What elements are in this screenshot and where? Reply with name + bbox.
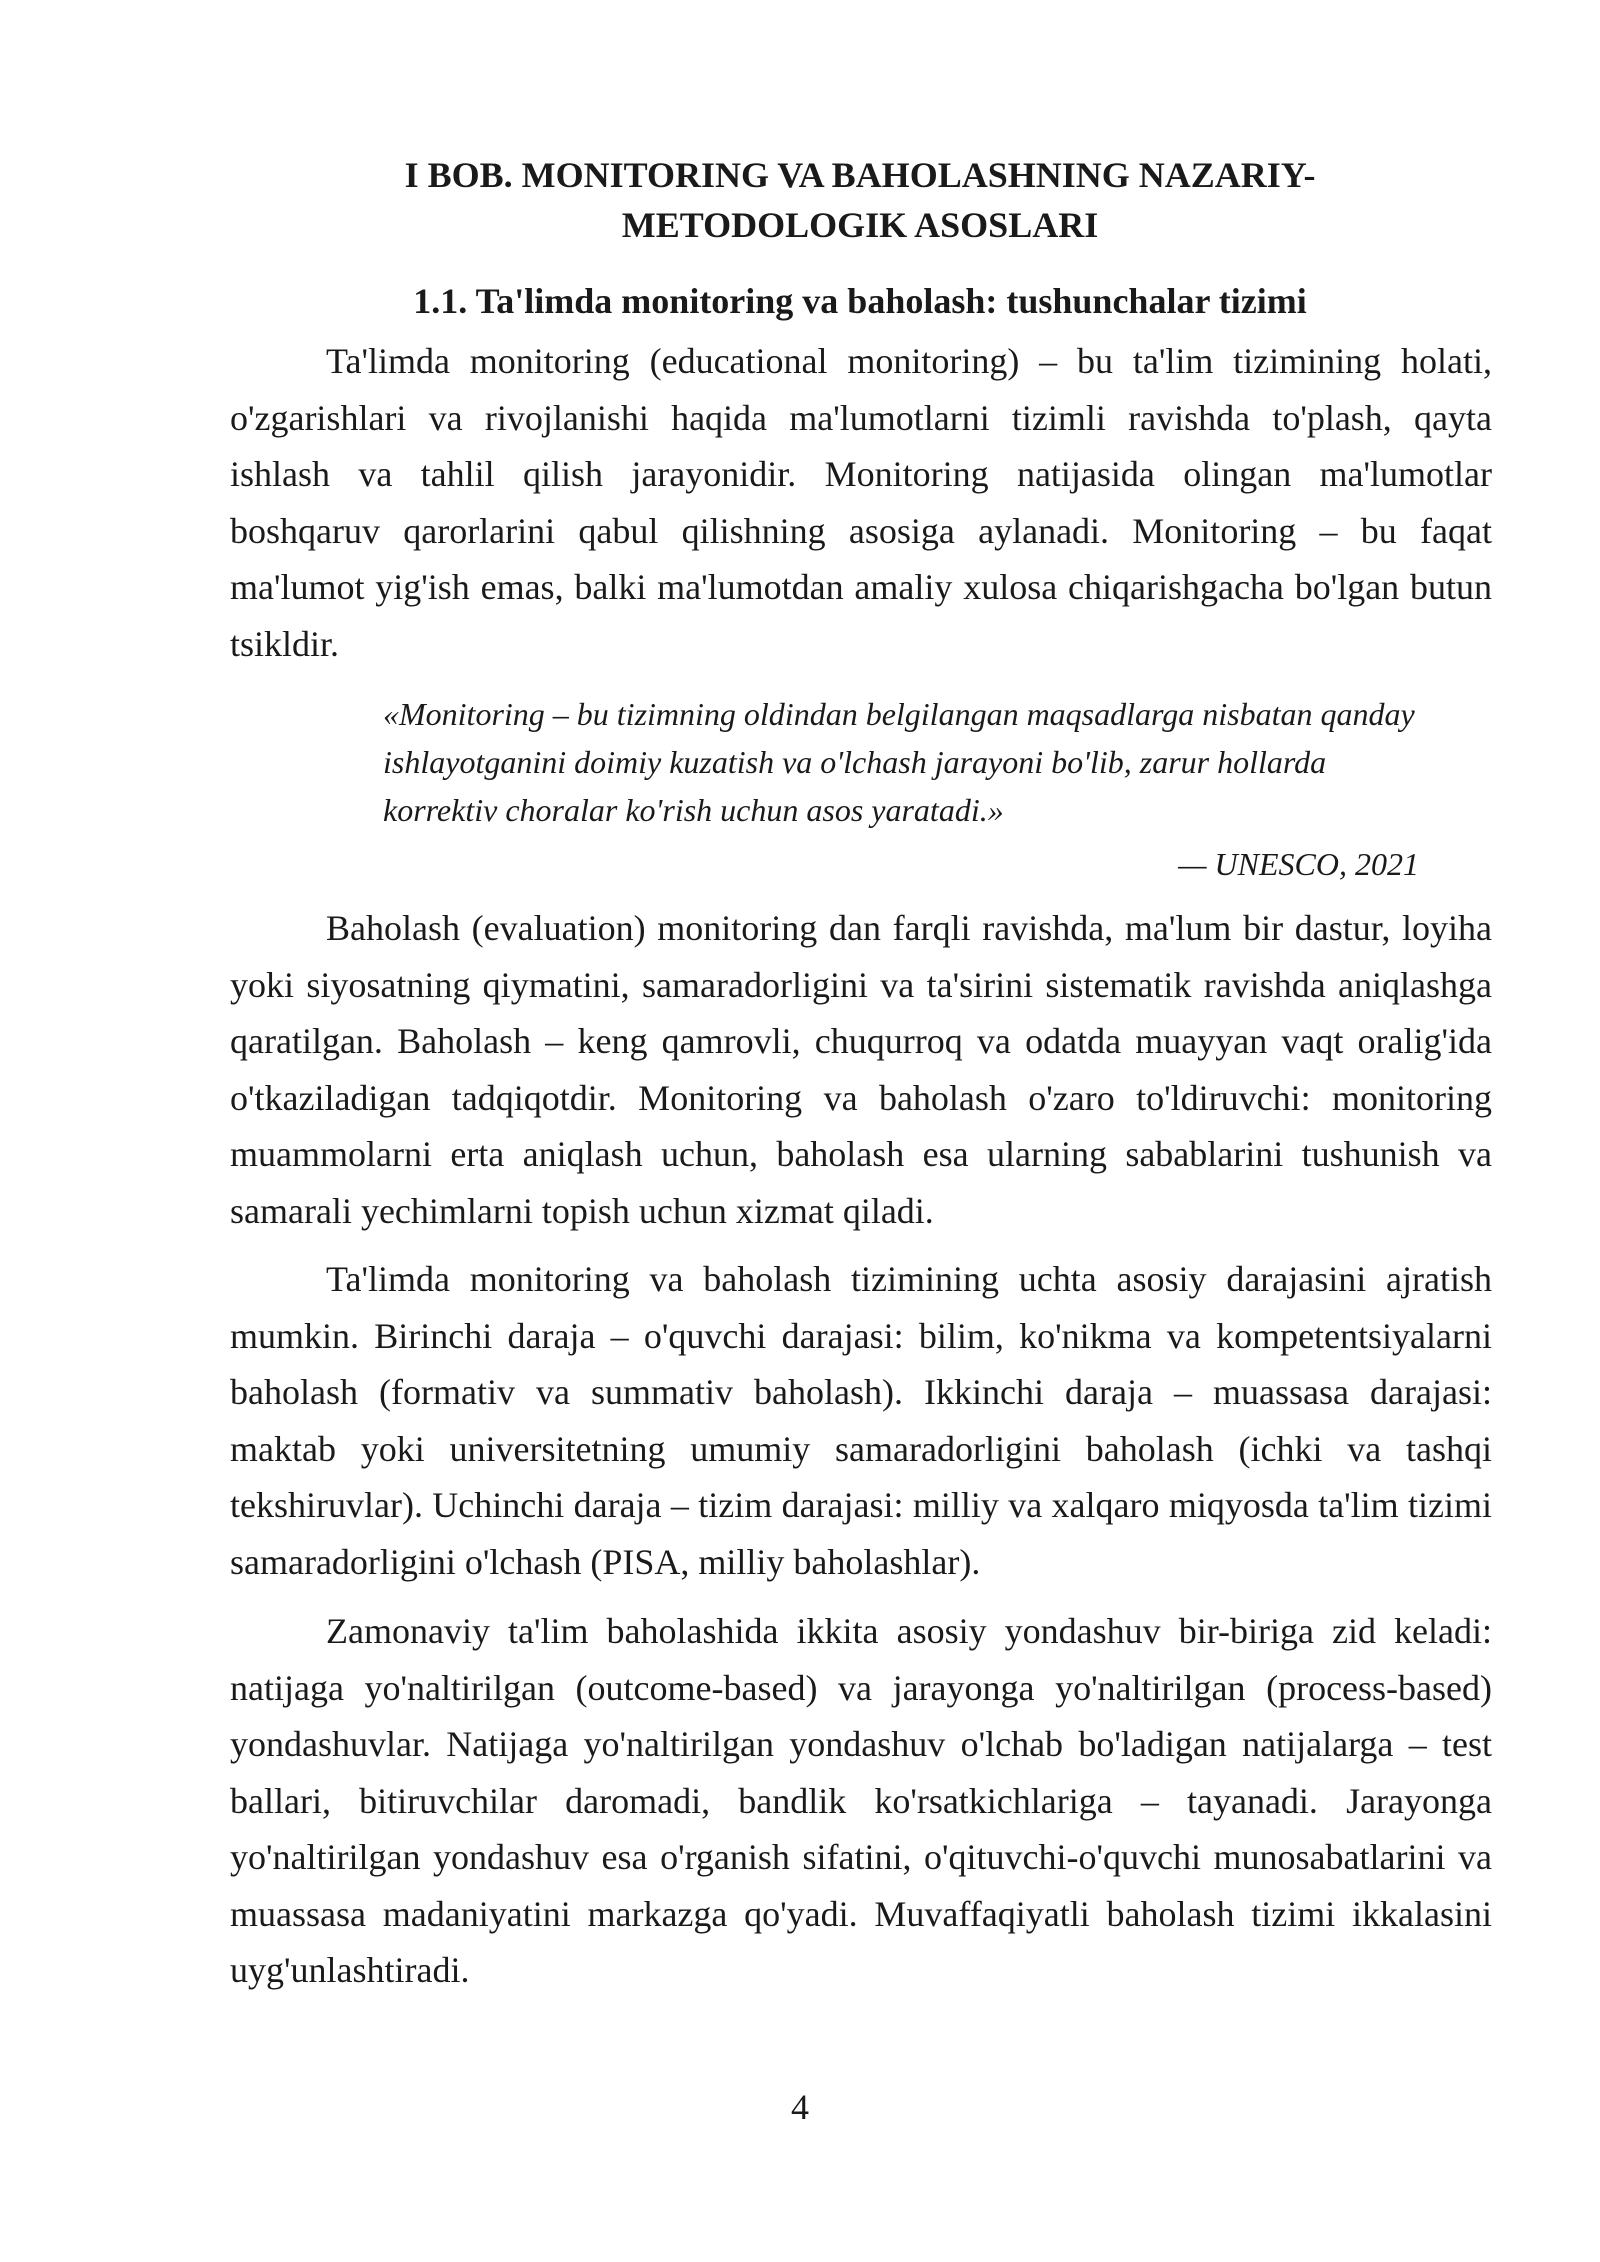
paragraph-3: Ta'limda monitoring va baholash tizimining uchta asosiy darajasini ajratish mumkin. Birinchi daraja – o'quvchi darajasi: bilim, ko'nikma va kompetentsiyalarni baholash (formativ va summativ baholash). Ikkinchi daraja – muassasa darajasi: maktab yoki universitetning umumiy samaradorligini baholash (ichki va tashqi tekshiruvlar). Uchinchi daraja – tizim darajasi: milliy va xalqaro miqyosda ta'lim tizimi samaradorligini o'lchash (PISA, milliy baholashlar).: [230, 1259, 1492, 1582]
paragraph-4: Zamonaviy ta'lim baholashida ikkita asosiy yondashuv bir-biriga zid keladi: natijaga yo'naltirilgan (outcome-based) va jarayonga yo'naltirilgan (process-based) yondashuvlar. Natijaga yo'naltirilgan yondashuv o'lchab bo'ladigan natijalarga – test ballari, bitiruvchilar daromadi, bandlik ko'rsatkichlariga – tayanadi. Jarayonga yo'naltirilgan yondashuv esa o'rganish sifatini, o'qituvchi-o'quvchi munosabatlarini va muassasa madaniyatini markazga qo'yadi. Muvaffaqiyatli baholash tizimi ikkalasini uyg'unlashtiradi.: [230, 1611, 1492, 1990]
chapter-title-line-1: I BOB. MONITORING VA BAHOLASHNING NAZARIY-: [404, 155, 1316, 195]
quote-block: [383, 690, 1419, 888]
paragraph-1: Ta'limda monitoring (educational monitoring) – bu ta'lim tizimining holati, o'zgarishlari va rivojlanishi haqida ma'lumotlarni tizimli ravishda to'plash, qayta ishlash va tahlil qilish jarayonidir. Monitoring natijasida olingan ma'lumotlar boshqaruv qarorlarini qabul qilishning asosiga aylanadi. Monitoring – bu faqat ma'lumot yig'ish emas, balki ma'lumotdan amaliy xulosa chiqarishgacha bo'lgan butun tsikldir.: [230, 341, 1492, 664]
section-title: 1.1. Ta'limda monitoring va baholash: tushunchalar tizimi: [413, 281, 1307, 321]
quote-source: — UNESCO, 2021: [1178, 846, 1419, 882]
quote-text: «Monitoring – bu tizimning oldindan belgilangan maqsadlarga nisbatan qanday ishlayotganini doimiy kuzatish va o'lchash jarayoni bo'lib, zarur hollarda korrektiv choralar ko'rish uchun asos yaratadi.»: [383, 696, 1415, 828]
page-number: 4: [791, 2087, 809, 2127]
chapter-title: [230, 150, 1490, 250]
chapter-title-line-2: METODOLOGIK ASOSLARI: [621, 205, 1099, 245]
paragraph-2: Baholash (evaluation) monitoring dan farqli ravishda, ma'lum bir dastur, loyiha yoki siyosatning qiymatini, samaradorligini va ta'sirini sistematik ravishda aniqlashga qaratilgan. Baholash – keng qamrovli, chuqurroq va odatda muayyan vaqt oralig'ida o'tkaziladigan tadqiqotdir. Monitoring va baholash o'zaro to'ldiruvchi: monitoring muammolarni erta aniqlash uchun, baholash esa ularning sabablarini tushunish va samarali yechimlarni topish uchun xizmat qiladi.: [230, 908, 1492, 1231]
